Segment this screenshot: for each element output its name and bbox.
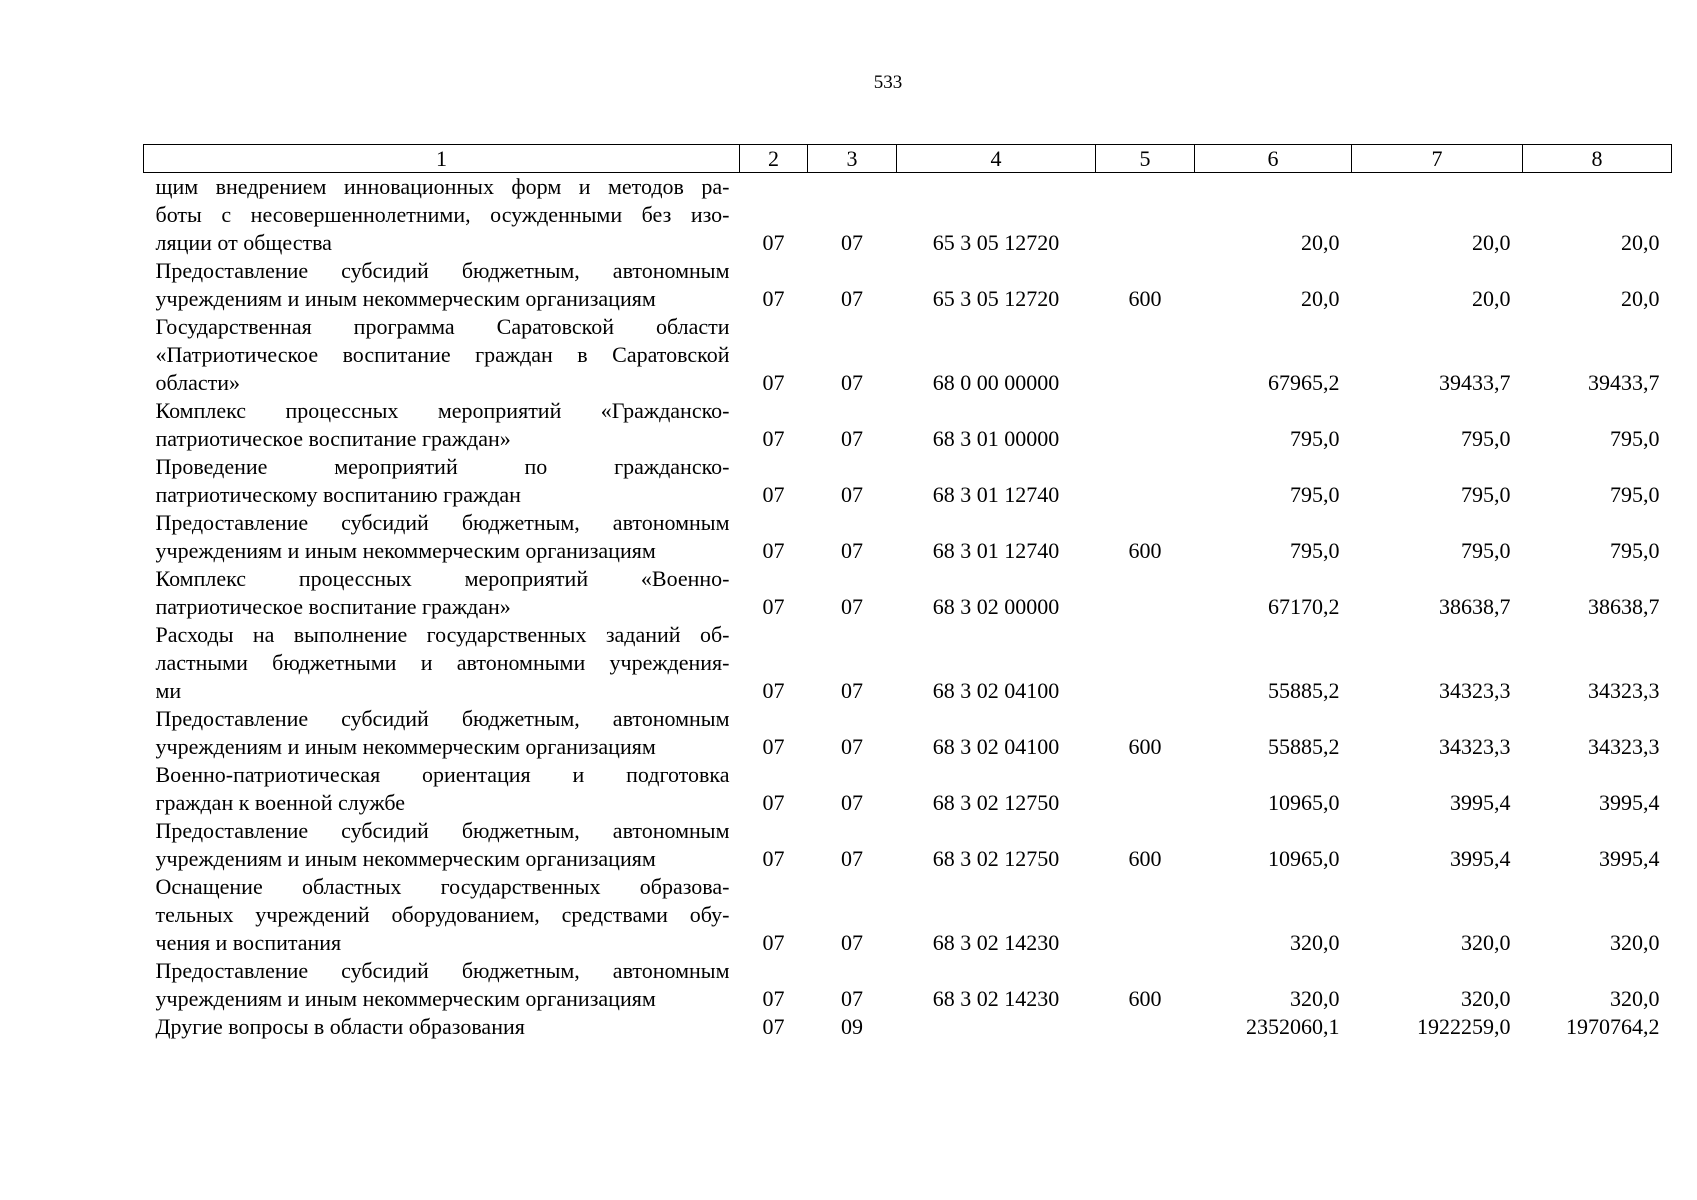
row-name-line: Проведение мероприятий по гражданско-: [155, 454, 730, 479]
row-name-line: Расходы на выполнение государственных заданий об-: [155, 622, 730, 647]
amount-col-7: 34323,3: [1439, 678, 1511, 703]
row-name-line: Комплекс процессных мероприятий «Военно-: [155, 566, 730, 591]
row-name-line: Предоставление субсидий бюджетным, автономным: [155, 958, 730, 983]
amount-col-7: 20,0: [1472, 286, 1511, 311]
amount-col-6: 2352060,1: [1246, 1014, 1340, 1039]
section-code: 07: [762, 790, 785, 815]
amount-col-6: 320,0: [1290, 930, 1340, 955]
row-name-line: учреждениям и иным некоммерческим организациям: [155, 734, 656, 759]
column-header: 5: [1096, 145, 1195, 173]
row-name: [144, 957, 740, 1013]
subsection-code: 07: [841, 846, 863, 871]
table-row: [144, 173, 1672, 258]
row-name-line: Предоставление субсидий бюджетным, автономным: [155, 818, 730, 843]
expense-type-code: 600: [1128, 734, 1162, 759]
subsection-code: 07: [841, 790, 863, 815]
section-code: 07: [762, 846, 785, 871]
expense-type-code: [1096, 761, 1195, 817]
row-name-line: Другие вопросы в области образования: [155, 1014, 525, 1039]
expense-type-code: [1096, 1013, 1195, 1041]
target-article-code: 68 3 02 00000: [932, 594, 1060, 619]
amount-col-6: 10965,0: [1268, 846, 1340, 871]
row-name: [144, 1013, 740, 1041]
subsection-code: 07: [841, 930, 863, 955]
row-name-line: учреждениям и иным некоммерческим организациям: [155, 846, 656, 871]
row-name: [144, 817, 740, 873]
expense-type-code: [1096, 397, 1195, 453]
target-article-code: 68 3 02 14230: [932, 930, 1060, 955]
amount-col-7: 795,0: [1461, 426, 1511, 451]
target-article-code: 68 3 02 12750: [932, 790, 1060, 815]
column-header: 1: [144, 145, 740, 173]
target-article-code: 68 3 01 00000: [932, 426, 1060, 451]
amount-col-6: 55885,2: [1268, 734, 1340, 759]
expense-type-code: [1096, 313, 1195, 397]
amount-col-8: 795,0: [1610, 538, 1660, 563]
row-name-line: патриотическому воспитанию граждан: [155, 482, 521, 507]
target-article-code: 68 3 01 12740: [932, 538, 1060, 563]
column-header: 2: [740, 145, 808, 173]
row-name-line: тельных учреждений оборудованием, средствами обу-: [155, 902, 730, 927]
target-article-code: 68 3 02 04100: [932, 678, 1060, 703]
amount-col-7: 3995,4: [1450, 790, 1511, 815]
table-row: [144, 397, 1672, 453]
amount-col-6: 20,0: [1301, 230, 1340, 255]
column-header: 7: [1352, 145, 1523, 173]
amount-col-7: 320,0: [1461, 930, 1511, 955]
table-row: [144, 761, 1672, 817]
amount-col-7: 795,0: [1461, 538, 1511, 563]
amount-col-8: 34323,3: [1588, 734, 1660, 759]
section-code: 07: [762, 426, 785, 451]
section-code: 07: [762, 370, 785, 395]
subsection-code: 07: [841, 734, 863, 759]
amount-col-7: 39433,7: [1439, 370, 1511, 395]
row-name-line: щим внедрением инновационных форм и методов ра-: [155, 174, 730, 199]
expense-type-code: 600: [1128, 286, 1162, 311]
subsection-code: 07: [841, 538, 863, 563]
row-name-line: Предоставление субсидий бюджетным, автономным: [155, 258, 730, 283]
target-article-code: 68 3 02 12750: [932, 846, 1060, 871]
subsection-code: 09: [841, 1014, 863, 1039]
expense-type-code: 600: [1128, 846, 1162, 871]
target-article-code: 65 3 05 12720: [932, 230, 1060, 255]
table-row: [144, 621, 1672, 705]
section-code: 07: [762, 538, 785, 563]
row-name-line: ляции от общества: [155, 230, 332, 255]
row-name-line: боты с несовершеннолетними, осужденными без изо-: [155, 202, 730, 227]
row-name-line: Предоставление субсидий бюджетным, автономным: [155, 706, 730, 731]
expense-type-code: [1096, 565, 1195, 621]
row-name: [144, 257, 740, 313]
subsection-code: 07: [841, 370, 863, 395]
row-name: [144, 313, 740, 397]
amount-col-8: 1970764,2: [1566, 1014, 1660, 1039]
subsection-code: 07: [841, 230, 863, 255]
row-name: [144, 761, 740, 817]
amount-col-8: 795,0: [1610, 426, 1660, 451]
subsection-code: 07: [841, 678, 863, 703]
target-article-code: [897, 1013, 1096, 1041]
target-article-code: 68 3 02 14230: [932, 986, 1060, 1011]
amount-col-6: 795,0: [1290, 538, 1340, 563]
amount-col-6: 795,0: [1290, 426, 1340, 451]
table-body: [144, 173, 1672, 1042]
row-name: [144, 705, 740, 761]
row-name-line: Государственная программа Саратовской области: [155, 314, 730, 339]
row-name: [144, 397, 740, 453]
target-article-code: 68 3 01 12740: [932, 482, 1060, 507]
section-code: 07: [762, 734, 785, 759]
row-name-line: учреждениям и иным некоммерческим организациям: [155, 986, 656, 1011]
amount-col-7: 38638,7: [1439, 594, 1511, 619]
expense-type-code: [1096, 873, 1195, 957]
expense-type-code: 600: [1128, 538, 1162, 563]
amount-col-7: 20,0: [1472, 230, 1511, 255]
target-article-code: 65 3 05 12720: [932, 286, 1060, 311]
subsection-code: 07: [841, 986, 863, 1011]
amount-col-6: 55885,2: [1268, 678, 1340, 703]
row-name-line: ми: [155, 678, 182, 703]
row-name-line: учреждениям и иным некоммерческим организациям: [155, 286, 656, 311]
table-row: [144, 257, 1672, 313]
row-name-line: Комплекс процессных мероприятий «Гражданско-: [155, 398, 730, 423]
amount-col-8: 320,0: [1610, 930, 1660, 955]
row-name: [144, 873, 740, 957]
column-header: 6: [1195, 145, 1352, 173]
amount-col-6: 10965,0: [1268, 790, 1340, 815]
section-code: 07: [762, 594, 785, 619]
page-number: 533: [873, 72, 903, 93]
table-row: [144, 817, 1672, 873]
row-name-line: учреждениям и иным некоммерческим организациям: [155, 538, 656, 563]
amount-col-6: 67965,2: [1268, 370, 1340, 395]
row-name: [144, 453, 740, 509]
row-name-line: патриотическое воспитание граждан»: [155, 594, 511, 619]
row-name: [144, 173, 740, 258]
section-code: 07: [762, 1014, 785, 1039]
table-row: [144, 705, 1672, 761]
amount-col-7: 320,0: [1461, 986, 1511, 1011]
section-code: 07: [762, 678, 785, 703]
amount-col-7: 1922259,0: [1417, 1014, 1511, 1039]
subsection-code: 07: [841, 594, 863, 619]
subsection-code: 07: [841, 482, 863, 507]
row-name-line: «Патриотическое воспитание граждан в Саратовской: [155, 342, 730, 367]
section-code: 07: [762, 286, 785, 311]
expense-type-code: [1096, 173, 1195, 258]
row-name-line: Оснащение областных государственных образова-: [155, 874, 730, 899]
amount-col-7: 34323,3: [1439, 734, 1511, 759]
column-header: 3: [808, 145, 897, 173]
row-name-line: ластными бюджетными и автономными учреждения-: [155, 650, 730, 675]
expense-type-code: [1096, 621, 1195, 705]
table-row: [144, 565, 1672, 621]
amount-col-7: 3995,4: [1450, 846, 1511, 871]
subsection-code: 07: [841, 286, 863, 311]
table-row: [144, 1013, 1672, 1041]
amount-col-8: 20,0: [1621, 230, 1660, 255]
table-row: [144, 509, 1672, 565]
row-name-line: Предоставление субсидий бюджетным, автономным: [155, 510, 730, 535]
section-code: 07: [762, 930, 785, 955]
amount-col-8: 38638,7: [1588, 594, 1660, 619]
amount-col-8: 320,0: [1610, 986, 1660, 1011]
table-row: [144, 313, 1672, 397]
expense-type-code: 600: [1128, 986, 1162, 1011]
amount-col-8: 3995,4: [1599, 846, 1660, 871]
row-name-line: граждан к военной службе: [155, 790, 406, 815]
section-code: 07: [762, 986, 785, 1011]
table-row: [144, 453, 1672, 509]
table-row: [144, 957, 1672, 1013]
amount-col-8: 34323,3: [1588, 678, 1660, 703]
amount-col-6: 67170,2: [1268, 594, 1340, 619]
target-article-code: 68 0 00 00000: [932, 370, 1060, 395]
section-code: 07: [762, 482, 785, 507]
row-name: [144, 621, 740, 705]
header-row: [144, 145, 1672, 173]
subsection-code: 07: [841, 426, 863, 451]
amount-col-7: 795,0: [1461, 482, 1511, 507]
amount-col-6: 20,0: [1301, 286, 1340, 311]
row-name-line: чения и воспитания: [155, 930, 342, 955]
amount-col-6: 320,0: [1290, 986, 1340, 1011]
row-name-line: патриотическое воспитание граждан»: [155, 426, 511, 451]
row-name-line: Военно-патриотическая ориентация и подготовка: [155, 762, 730, 787]
section-code: 07: [762, 230, 785, 255]
amount-col-8: 795,0: [1610, 482, 1660, 507]
row-name: [144, 565, 740, 621]
column-header: 8: [1523, 145, 1672, 173]
table-row: [144, 873, 1672, 957]
amount-col-8: 39433,7: [1588, 370, 1660, 395]
row-name: [144, 509, 740, 565]
amount-col-8: 3995,4: [1599, 790, 1660, 815]
budget-table: [143, 144, 1672, 1041]
target-article-code: 68 3 02 04100: [932, 734, 1060, 759]
row-name-line: области»: [155, 370, 241, 395]
expense-type-code: [1096, 453, 1195, 509]
column-header: 4: [897, 145, 1096, 173]
amount-col-6: 795,0: [1290, 482, 1340, 507]
amount-col-8: 20,0: [1621, 286, 1660, 311]
